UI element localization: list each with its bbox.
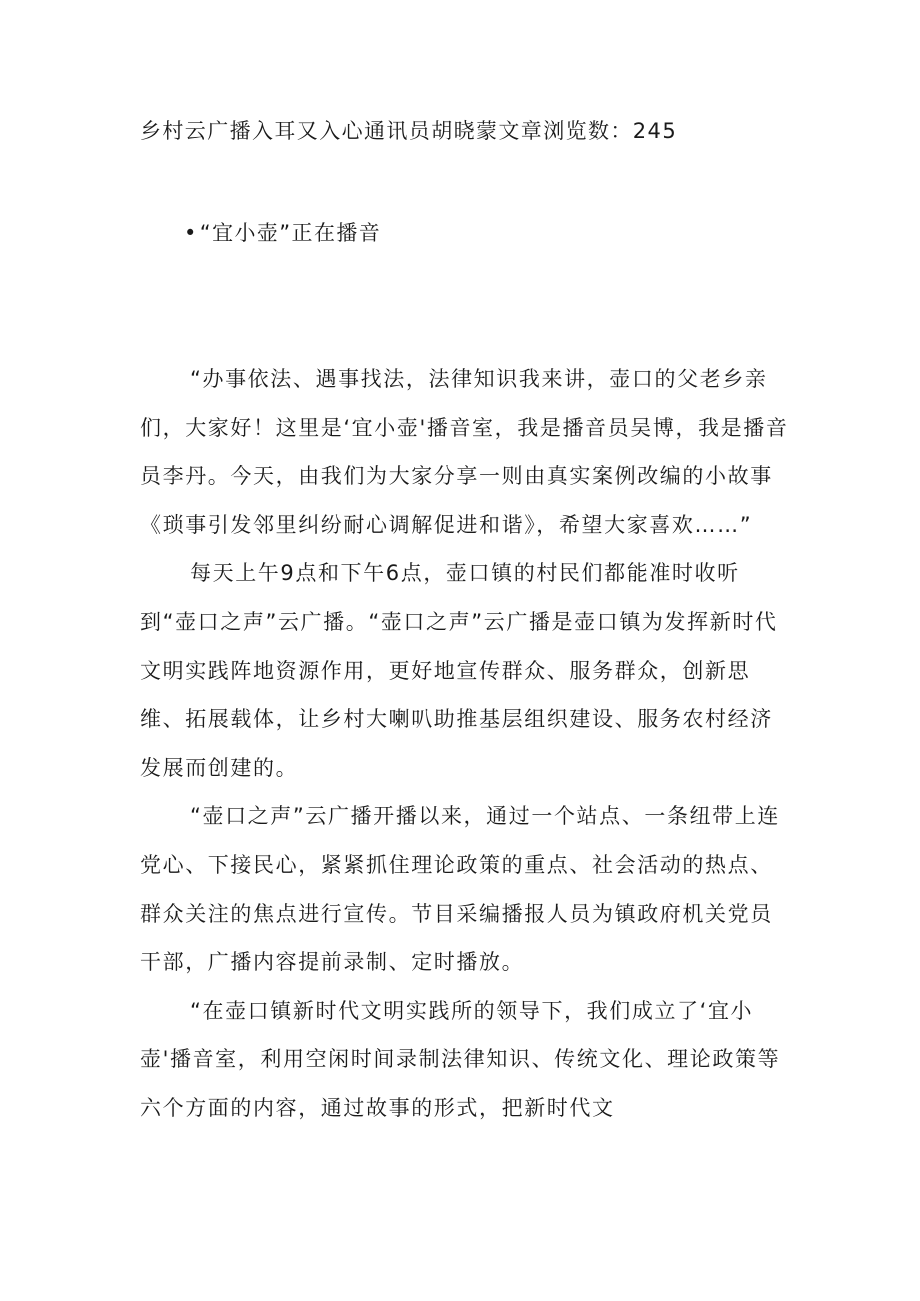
paragraph-4: “在壶口镇新时代文明实践所的领导下，我们成立了‘宜小壶'播音室，利用空闲时间录制法律知识、传统文化、理论政策等六个方面的内容，通过故事的形式，把新时代文 [140,998,781,1120]
paragraph-1: “办事依法、遇事找法，法律知识我来讲，壶口的父老乡亲们，大家好！这里是‘宜小壶'播音室，我是播音员吴博，我是播音员李丹。今天，由我们为大家分享一则由真实案例改编的小故事《琐事引发邻里纠纷耐心调解促进和谐》，希望大家喜欢……” [140,367,789,537]
bullet-item [184,216,381,250]
bullet-marker: • [184,221,198,245]
article-body [140,355,790,1133]
paragraph-2: 每天上午9点和下午6点，壶口镇的村民们都能准时收听到“壶口之声”云广播。“壶口之声”云广播是壶口镇为发挥新时代文明实践阵地资源作用，更好地宣传群众、服务群众，创新思维、拓展载体，让乡村大喇叭助推基层组织建设、服务农村经济发展而创建的。 [140,561,778,780]
paragraph-3: “壶口之声”云广播开播以来，通过一个站点、一条纽带上连党心、下接民心，紧紧抓住理论政策的重点、社会活动的热点、群众关注的焦点进行宣传。节目采编播报人员为镇政府机关党员干部，广播内容提前录制、定时播放。 [140,804,780,975]
bullet-text: “宜小壶”正在播音 [199,221,382,245]
article-header: 乡村云广播入耳又入心通讯员胡晓蒙文章浏览数：245 [140,119,678,143]
